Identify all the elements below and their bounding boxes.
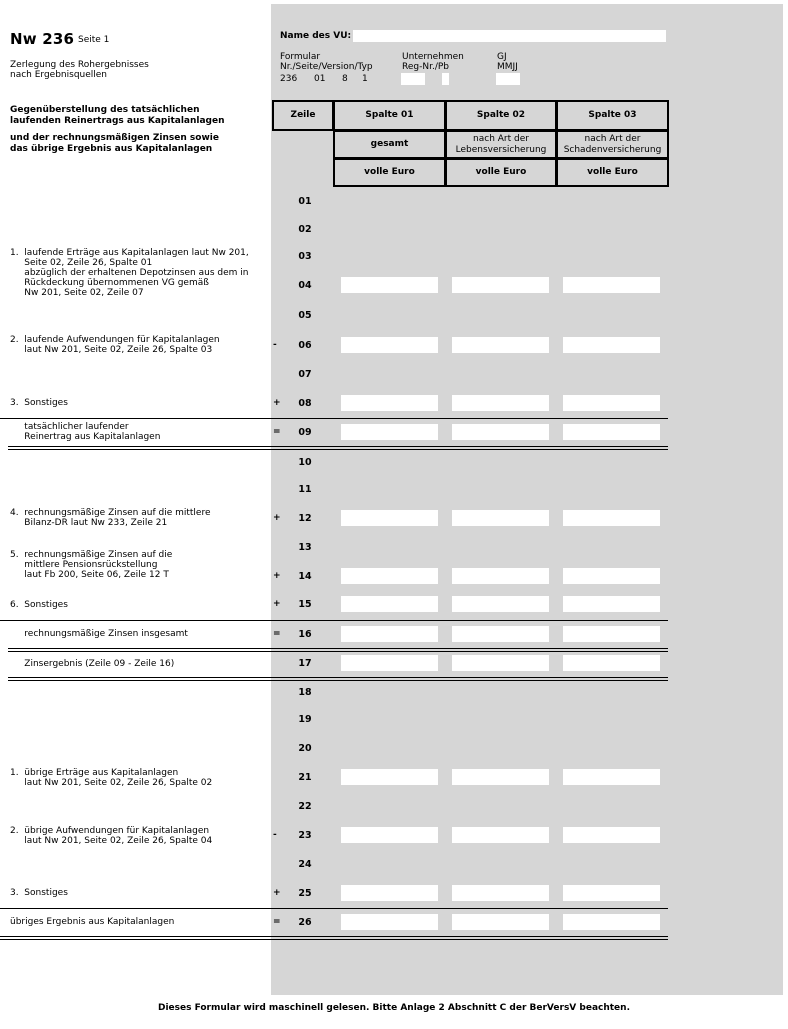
row-08-spalte-03-input[interactable] <box>563 395 660 411</box>
row-04-spalte-02-input[interactable] <box>452 277 549 293</box>
row-15-spalte-02-input[interactable] <box>452 596 549 612</box>
row-operator: + <box>273 888 281 898</box>
row-14-label: 5. rechnungsmäßige Zinsen auf die <box>10 550 173 560</box>
row-25-label: 3. Sonstiges <box>10 888 68 898</box>
row-23-label: laut Nw 201, Seite 02, Zeile 26, Spalte 04 <box>10 836 213 846</box>
row-number: 01 <box>298 196 312 207</box>
row-number: 06 <box>298 340 312 351</box>
form-subtitle-1: Zerlegung des Rohergebnisses <box>10 60 149 70</box>
row-03-label: Rückdeckung übernommenen VG gemäß <box>10 278 209 288</box>
heading-line-4: das übrige Ergebnis aus Kapitalanlagen <box>10 144 213 154</box>
row-14-spalte-03-input[interactable] <box>563 568 660 584</box>
row-operator: + <box>273 513 281 523</box>
zeile-header: Zeile <box>272 100 334 131</box>
spalte-01-unit: volle Euro <box>333 158 446 187</box>
row-number: 15 <box>298 599 312 610</box>
row-12-spalte-02-input[interactable] <box>452 510 549 526</box>
row-14-label: laut Fb 200, Seite 06, Zeile 12 T <box>10 570 169 580</box>
row-15-label: 6. Sonstiges <box>10 600 68 610</box>
row-12-label: Bilanz-DR laut Nw 233, Zeile 21 <box>10 518 168 528</box>
separator-line <box>0 418 668 419</box>
row-number: 10 <box>298 457 312 468</box>
row-25-spalte-01-input[interactable] <box>341 885 438 901</box>
row-14-spalte-02-input[interactable] <box>452 568 549 584</box>
row-26-label: übriges Ergebnis aus Kapitalanlagen <box>10 917 175 927</box>
row-14-label: mittlere Pensionsrückstellung <box>10 560 158 570</box>
double-separator <box>8 648 668 652</box>
heading-line-1: Gegenüberstellung des tatsächlichen <box>10 105 200 115</box>
row-number: 05 <box>298 310 312 321</box>
spalte-02-header: Spalte 02 <box>445 100 557 131</box>
row-04-spalte-01-input[interactable] <box>341 277 438 293</box>
row-21-spalte-02-input[interactable] <box>452 769 549 785</box>
row-03-label: Nw 201, Seite 02, Zeile 07 <box>10 288 144 298</box>
double-separator <box>8 446 668 450</box>
row-03-label: abzüglich der erhaltenen Depotzinsen aus dem in <box>10 268 249 278</box>
formular-nr: 236 <box>280 74 298 84</box>
row-16-label: rechnungsmäßige Zinsen insgesamt <box>10 629 188 639</box>
name-field[interactable] <box>353 30 666 42</box>
row-number: 04 <box>298 280 312 291</box>
row-09-spalte-02-input[interactable] <box>452 424 549 440</box>
row-06-spalte-02-input[interactable] <box>452 337 549 353</box>
row-21-spalte-01-input[interactable] <box>341 769 438 785</box>
formular-label: Formular <box>280 52 321 62</box>
desc-03-line-1: nach Art der <box>584 134 641 144</box>
unternehmen-label: Unternehmen <box>402 52 464 62</box>
separator-line <box>0 908 668 909</box>
row-16-spalte-02-input[interactable] <box>452 626 549 642</box>
formular-sub-label: Nr./Seite/Version/Typ <box>280 62 373 72</box>
formular-version: 8 <box>342 74 348 84</box>
row-12-label: 4. rechnungsmäßige Zinsen auf die mittlere <box>10 508 211 518</box>
mmjj-label: MMJJ <box>497 62 518 72</box>
heading-line-3: und der rechnungsmäßigen Zinsen sowie <box>10 133 219 143</box>
row-number: 03 <box>298 251 312 262</box>
row-06-label: laut Nw 201, Seite 02, Zeile 26, Spalte 03 <box>10 345 213 355</box>
row-operator: - <box>273 830 277 840</box>
row-number: 17 <box>298 658 312 669</box>
row-operator: + <box>273 398 281 408</box>
form-page: Seite 1 <box>78 35 110 45</box>
gj-field[interactable] <box>496 73 520 85</box>
row-number: 26 <box>298 917 312 928</box>
formular-seite: 01 <box>314 74 326 84</box>
row-06-spalte-01-input[interactable] <box>341 337 438 353</box>
row-number: 23 <box>298 830 312 841</box>
row-operator: - <box>273 340 277 350</box>
row-26-spalte-02-input[interactable] <box>452 914 549 930</box>
row-23-spalte-02-input[interactable] <box>452 827 549 843</box>
spalte-01-desc <box>333 130 446 159</box>
row-21-label: 1. übrige Erträge aus Kapitalanlagen <box>10 768 179 778</box>
form-subtitle-2: nach Ergebnisquellen <box>10 70 108 80</box>
row-12-spalte-01-input[interactable] <box>341 510 438 526</box>
row-16-spalte-03-input[interactable] <box>563 626 660 642</box>
row-03-label: Seite 02, Zeile 26, Spalte 01 <box>10 258 153 268</box>
row-number: 09 <box>298 427 312 438</box>
row-number: 19 <box>298 714 312 725</box>
row-25-spalte-02-input[interactable] <box>452 885 549 901</box>
gj-label: GJ <box>497 52 507 62</box>
row-number: 14 <box>298 571 312 582</box>
spalte-03-unit: volle Euro <box>556 158 669 187</box>
spalte-01-header: Spalte 01 <box>333 100 446 131</box>
row-04-spalte-03-input[interactable] <box>563 277 660 293</box>
spalte-03-header: Spalte 03 <box>556 100 669 131</box>
row-operator: + <box>273 571 281 581</box>
row-number: 02 <box>298 224 312 235</box>
name-label: Name des VU: <box>280 31 352 41</box>
row-number: 08 <box>298 398 312 409</box>
row-operator: = <box>273 917 281 927</box>
formular-typ: 1 <box>362 74 368 84</box>
footer-note: Dieses Formular wird maschinell gelesen. Bitte Anlage 2 Abschnitt C der BerVersV beachten. <box>157 1003 630 1013</box>
row-08-spalte-02-input[interactable] <box>452 395 549 411</box>
row-09-label: Reinertrag aus Kapitalanlagen <box>10 432 161 442</box>
row-number: 16 <box>298 629 312 640</box>
row-number: 25 <box>298 888 312 899</box>
row-16-spalte-01-input[interactable] <box>341 626 438 642</box>
desc-02-line-2: Lebensversicherung <box>455 144 547 155</box>
row-number: 13 <box>298 542 312 553</box>
row-17-spalte-02-input[interactable] <box>452 655 549 671</box>
row-08-spalte-01-input[interactable] <box>341 395 438 411</box>
form-code: Nw 236 <box>10 30 75 48</box>
row-26-spalte-01-input[interactable] <box>341 914 438 930</box>
spalte-02-desc <box>445 130 557 159</box>
row-09-spalte-03-input[interactable] <box>563 424 660 440</box>
row-09-spalte-01-input[interactable] <box>341 424 438 440</box>
row-25-spalte-03-input[interactable] <box>563 885 660 901</box>
desc-03-line-2: Schadenversicherung <box>563 144 662 155</box>
row-number: 12 <box>298 513 312 524</box>
row-23-spalte-03-input[interactable] <box>563 827 660 843</box>
row-26-spalte-03-input[interactable] <box>563 914 660 930</box>
pb-field[interactable] <box>442 73 449 85</box>
row-number: 24 <box>298 859 312 870</box>
double-separator <box>8 677 668 681</box>
spalte-02-unit: volle Euro <box>445 158 557 187</box>
row-number: 11 <box>298 484 312 495</box>
row-06-spalte-03-input[interactable] <box>563 337 660 353</box>
desc-02-line-1: nach Art der <box>473 134 529 144</box>
row-17-label: Zinsergebnis (Zeile 09 - Zeile 16) <box>10 659 175 669</box>
row-21-spalte-03-input[interactable] <box>563 769 660 785</box>
row-06-label: 2. laufende Aufwendungen für Kapitalanlagen <box>10 335 220 345</box>
row-09-label: tatsächlicher laufender <box>10 422 129 432</box>
row-15-spalte-01-input[interactable] <box>341 596 438 612</box>
row-21-label: laut Nw 201, Seite 02, Zeile 26, Spalte 02 <box>10 778 213 788</box>
row-23-spalte-01-input[interactable] <box>341 827 438 843</box>
spalte-03-desc <box>556 130 669 159</box>
row-17-spalte-01-input[interactable] <box>341 655 438 671</box>
row-14-spalte-01-input[interactable] <box>341 568 438 584</box>
row-number: 20 <box>298 743 312 754</box>
row-number: 21 <box>298 772 312 783</box>
row-number: 18 <box>298 687 312 698</box>
row-17-spalte-03-input[interactable] <box>563 655 660 671</box>
row-operator: = <box>273 629 281 639</box>
row-operator: = <box>273 427 281 437</box>
desc-01-line-1: gesamt <box>370 139 409 150</box>
row-08-label: 3. Sonstiges <box>10 398 68 408</box>
row-12-spalte-03-input[interactable] <box>563 510 660 526</box>
separator-line <box>0 620 668 621</box>
heading-line-2: laufenden Reinertrags aus Kapitalanlagen <box>10 116 225 126</box>
row-23-label: 2. übrige Aufwendungen für Kapitalanlagen <box>10 826 210 836</box>
double-separator <box>0 936 668 940</box>
regnr-field[interactable] <box>401 73 425 85</box>
row-15-spalte-03-input[interactable] <box>563 596 660 612</box>
row-number: 07 <box>298 369 312 380</box>
regnr-label: Reg-Nr./Pb <box>402 62 449 72</box>
row-operator: + <box>273 599 281 609</box>
row-number: 22 <box>298 801 312 812</box>
row-03-label: 1. laufende Erträge aus Kapitalanlagen laut Nw 201, <box>10 248 249 258</box>
